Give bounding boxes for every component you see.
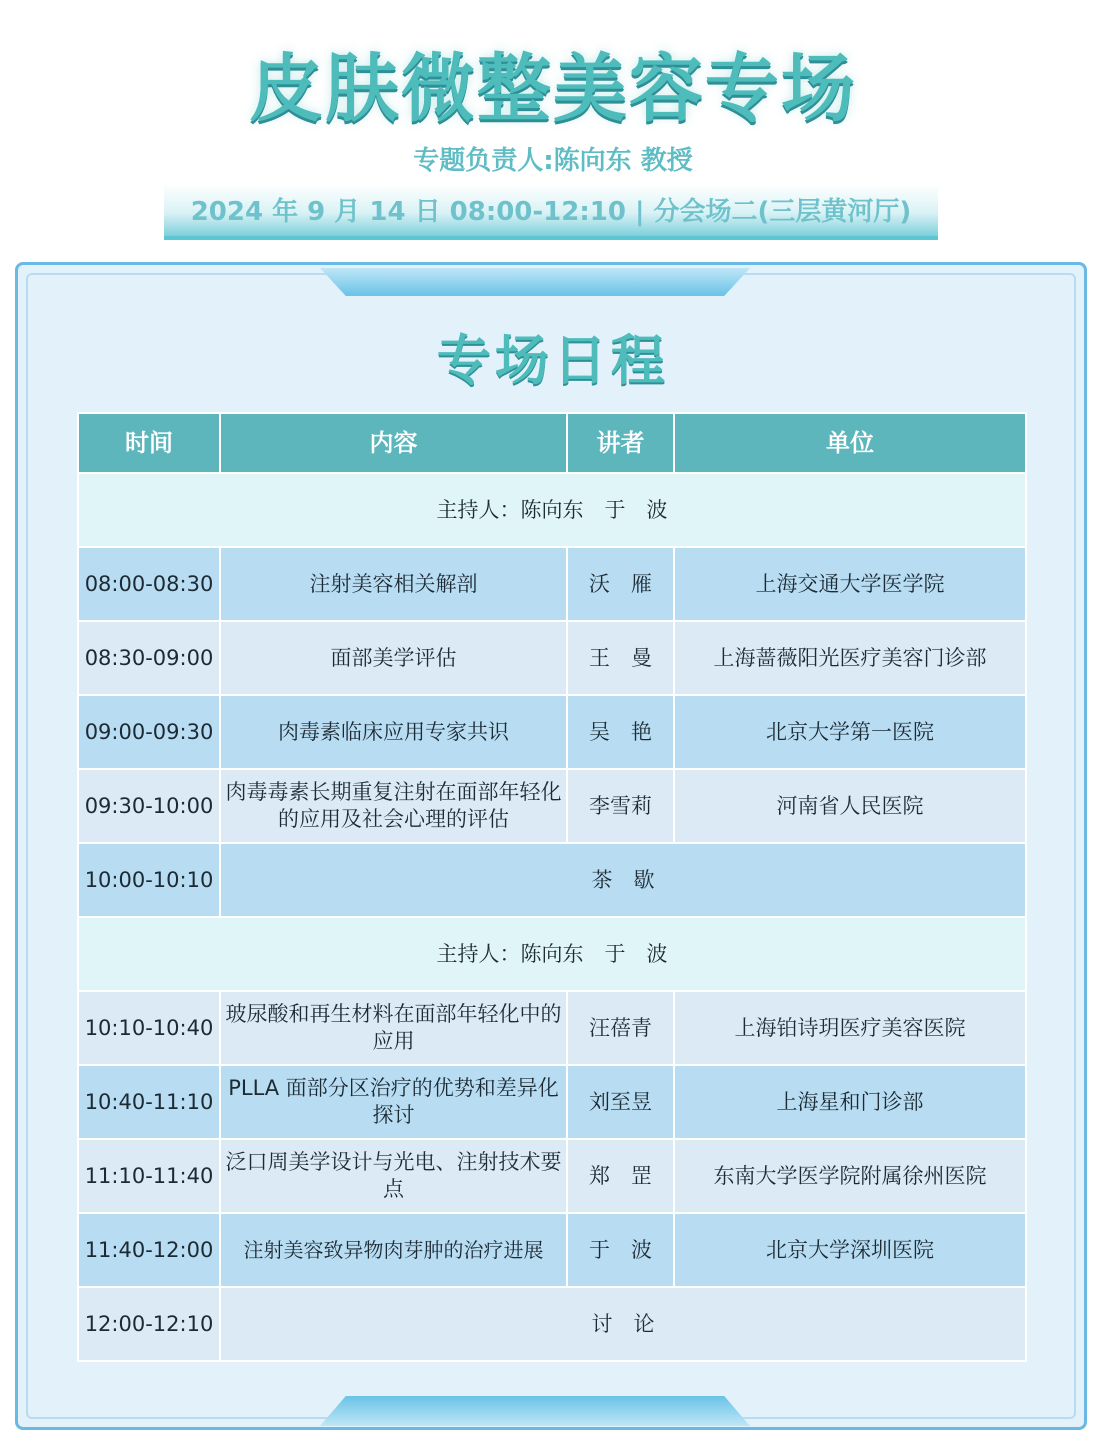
time-cell: 10:10-10:40	[78, 991, 220, 1065]
time-cell: 09:30-10:00	[78, 769, 220, 843]
unit-cell: 上海交通大学医学院	[674, 547, 1026, 621]
column-header-content: 内容	[220, 413, 567, 473]
time-cell: 12:00-12:10	[78, 1287, 220, 1361]
host-row	[78, 917, 1026, 991]
break-row	[78, 843, 1026, 917]
content-cell: PLLA 面部分区治疗的优势和差异化探讨	[220, 1065, 567, 1139]
table-row	[78, 769, 1026, 843]
speaker-cell: 王 曼	[567, 621, 674, 695]
unit-cell: 上海铂诗玥医疗美容医院	[674, 991, 1026, 1065]
speaker-cell: 汪蓓青	[567, 991, 674, 1065]
content-cell: 肉毒素临床应用专家共识	[220, 695, 567, 769]
break-label: 茶 歇	[220, 843, 1026, 917]
speaker-cell: 吴 艳	[567, 695, 674, 769]
content-cell: 注射美容致异物肉芽肿的治疗进展	[220, 1213, 567, 1287]
speaker-cell: 沃 雁	[567, 547, 674, 621]
break-row	[78, 1287, 1026, 1361]
content-cell: 面部美学评估	[220, 621, 567, 695]
time-cell: 10:00-10:10	[78, 843, 220, 917]
unit-cell: 河南省人民医院	[674, 769, 1026, 843]
column-header-speaker: 讲者	[567, 413, 674, 473]
table-row	[78, 991, 1026, 1065]
speaker-cell: 于 波	[567, 1213, 674, 1287]
table-row	[78, 1213, 1026, 1287]
section-title: 专场日程	[437, 329, 669, 392]
host-row	[78, 473, 1026, 547]
time-cell: 09:00-09:30	[78, 695, 220, 769]
speaker-cell: 郑 罡	[567, 1139, 674, 1213]
unit-cell: 东南大学医学院附属徐州医院	[674, 1139, 1026, 1213]
host-text: 主持人：陈向东 于 波	[78, 917, 1026, 991]
break-label: 讨 论	[220, 1287, 1026, 1361]
unit-cell: 北京大学深圳医院	[674, 1213, 1026, 1287]
date-venue-banner: 2024 年 9 月 14 日 08:00-12:10 | 分会场二(三层黄河厅)	[164, 184, 938, 240]
column-header-unit: 单位	[674, 413, 1026, 473]
content-cell: 泛口周美学设计与光电、注射技术要点	[220, 1139, 567, 1213]
schedule-table	[77, 412, 1027, 1362]
table-row	[78, 621, 1026, 695]
unit-cell: 上海星和门诊部	[674, 1065, 1026, 1139]
content-cell: 肉毒毒素长期重复注射在面部年轻化的应用及社会心理的评估	[220, 769, 567, 843]
content-cell: 玻尿酸和再生材料在面部年轻化中的应用	[220, 991, 567, 1065]
session-chair: 专题负责人:陈向东 教授	[413, 146, 693, 176]
table-row	[78, 547, 1026, 621]
host-text: 主持人：陈向东 于 波	[78, 473, 1026, 547]
unit-cell: 上海蔷薇阳光医疗美容门诊部	[674, 621, 1026, 695]
panel-bottom-tab-decoration	[320, 1396, 750, 1426]
table-row	[78, 695, 1026, 769]
speaker-cell: 李雪莉	[567, 769, 674, 843]
time-cell: 10:40-11:10	[78, 1065, 220, 1139]
time-cell: 08:30-09:00	[78, 621, 220, 695]
table-row	[78, 1139, 1026, 1213]
table-row	[78, 1065, 1026, 1139]
time-cell: 08:00-08:30	[78, 547, 220, 621]
time-cell: 11:40-12:00	[78, 1213, 220, 1287]
time-cell: 11:10-11:40	[78, 1139, 220, 1213]
panel-top-tab-decoration	[320, 268, 750, 296]
page-title: 皮肤微整美容专场	[249, 46, 857, 132]
speaker-cell: 刘至昱	[567, 1065, 674, 1139]
content-cell: 注射美容相关解剖	[220, 547, 567, 621]
unit-cell: 北京大学第一医院	[674, 695, 1026, 769]
column-header-time: 时间	[78, 413, 220, 473]
table-header-row	[78, 413, 1026, 473]
